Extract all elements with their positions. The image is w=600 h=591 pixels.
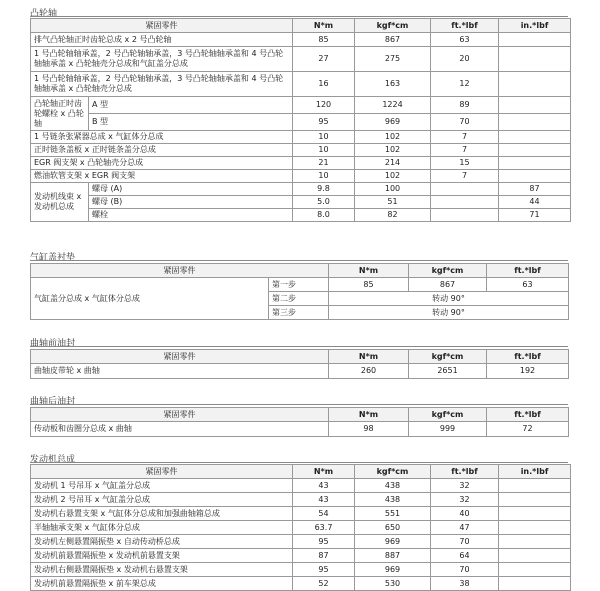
in-cell — [499, 72, 571, 97]
section-divider — [30, 16, 568, 17]
kgf-cell: 163 — [355, 72, 431, 97]
part-cell: 排气凸轮轴正时齿轮总成 x 2 号凸轮轴 — [31, 33, 293, 47]
table-row — [31, 364, 569, 379]
in-cell — [499, 563, 571, 577]
ft-cell: 47 — [431, 521, 499, 535]
kgf-cell: 650 — [355, 521, 431, 535]
section-title-engine: 发动机总成 — [30, 455, 76, 465]
part-cell: EGR 阀支架 x 凸轮轴壳分总成 — [31, 157, 293, 170]
kgf-cell: 100 — [355, 183, 431, 196]
ft-cell: 70 — [431, 114, 499, 131]
table-row — [31, 278, 569, 292]
header-nm: N*m — [329, 350, 409, 364]
section-title-camshaft: 凸轮轴 — [30, 9, 58, 19]
header-part: 紧固零件 — [31, 408, 329, 422]
header-ftlbf: ft.*lbf — [487, 350, 569, 364]
section-title-rear-seal: 曲轴后油封 — [30, 397, 76, 407]
table-row — [31, 170, 571, 183]
kgf-cell: 887 — [355, 549, 431, 563]
in-cell — [499, 535, 571, 549]
header-part: 紧固零件 — [31, 264, 329, 278]
ft-cell: 40 — [431, 507, 499, 521]
part-cell: 正时链条盖板 x 正时链条盖分总成 — [31, 144, 293, 157]
header-kgfcm: kgf*cm — [355, 465, 431, 479]
kgf-cell: 102 — [355, 170, 431, 183]
in-cell — [499, 97, 571, 114]
table-row — [31, 563, 571, 577]
header-ftlbf: ft.*lbf — [431, 465, 499, 479]
part-cell: 发动机右悬置支架 x 气缸体分总成和加强曲轴箱总成 — [31, 507, 293, 521]
sub-cell: 螺栓 — [89, 209, 293, 222]
kgf-cell: 275 — [355, 47, 431, 72]
nm-cell: 85 — [293, 33, 355, 47]
kgf-cell: 102 — [355, 144, 431, 157]
ft-cell — [431, 209, 499, 222]
table-header-row — [31, 264, 569, 278]
header-nm: N*m — [293, 19, 355, 33]
part-cell: 1 号凸轮轴轴承盖，2 号凸轮轴轴承盖，3 号凸轮轴轴承盖和 4 号凸轮轴轴承盖 x 凸轮轴壳分总成 — [31, 72, 293, 97]
ft-cell: 7 — [431, 170, 499, 183]
ft-cell: 72 — [487, 422, 569, 437]
part-cell: 1 号凸轮轴轴承盖，2 号凸轮轴轴承盖，3 号凸轮轴轴承盖和 4 号凸轮轴轴承盖 x 凸轮轴壳分总成和气缸盖分总成 — [31, 47, 293, 72]
part-cell: 发动机前悬置隔振垫 x 发动机前悬置支架 — [31, 549, 293, 563]
in-cell: 87 — [499, 183, 571, 196]
part-cell: 发动机左侧悬置隔振垫 x 自动传动桥总成 — [31, 535, 293, 549]
kgf-cell: 2651 — [409, 364, 487, 379]
ft-cell: 20 — [431, 47, 499, 72]
header-kgfcm: kgf*cm — [409, 264, 487, 278]
nm-cell: 27 — [293, 47, 355, 72]
header-nm: N*m — [329, 408, 409, 422]
kgf-cell: 969 — [355, 535, 431, 549]
part-cell: 传动板和齿圈分总成 x 曲轴 — [31, 422, 329, 437]
table-row — [31, 422, 569, 437]
part-cell: 发动机前悬置隔振垫 x 前车架总成 — [31, 577, 293, 591]
nm-cell: 10 — [293, 144, 355, 157]
header-part: 紧固零件 — [31, 350, 329, 364]
kgf-cell: 551 — [355, 507, 431, 521]
group-label-cell: 凸轮轴正时齿轮螺栓 x 凸轮轴 — [31, 97, 89, 131]
table-row — [31, 577, 571, 591]
table-row — [31, 114, 571, 131]
nm-cell: 98 — [329, 422, 409, 437]
table-row — [31, 97, 571, 114]
header-kgfcm: kgf*cm — [355, 19, 431, 33]
nm-cell: 5.0 — [293, 196, 355, 209]
nm-cell: 87 — [293, 549, 355, 563]
ft-cell: 32 — [431, 479, 499, 493]
ft-cell: 15 — [431, 157, 499, 170]
front-seal-torque-table — [30, 349, 569, 379]
ft-cell — [431, 183, 499, 196]
sub-cell: 螺母 (A) — [89, 183, 293, 196]
nm-cell: 63.7 — [293, 521, 355, 535]
ft-cell: 63 — [487, 278, 569, 292]
section-title-front-seal: 曲轴前油封 — [30, 339, 76, 349]
in-cell — [499, 479, 571, 493]
sub-cell: 螺母 (B) — [89, 196, 293, 209]
kgf-cell: 82 — [355, 209, 431, 222]
header-nm: N*m — [293, 465, 355, 479]
header-part: 紧固零件 — [31, 465, 293, 479]
sub-cell: B 型 — [89, 114, 293, 131]
header-part: 紧固零件 — [31, 19, 293, 33]
part-cell: 1 号链条张紧器总成 x 气缸体分总成 — [31, 131, 293, 144]
in-cell — [499, 549, 571, 563]
kgf-cell: 214 — [355, 157, 431, 170]
kgf-cell: 867 — [409, 278, 487, 292]
table-header-row — [31, 350, 569, 364]
table-row — [31, 33, 571, 47]
header-kgfcm: kgf*cm — [409, 350, 487, 364]
sub-cell: A 型 — [89, 97, 293, 114]
table-row — [31, 521, 571, 535]
header-inlbf: in.*lbf — [499, 19, 571, 33]
table-row — [31, 535, 571, 549]
nm-cell: 43 — [293, 493, 355, 507]
ft-cell: 64 — [431, 549, 499, 563]
header-kgfcm: kgf*cm — [409, 408, 487, 422]
ft-cell: 32 — [431, 493, 499, 507]
nm-cell: 16 — [293, 72, 355, 97]
nm-cell: 10 — [293, 170, 355, 183]
ft-cell: 70 — [431, 563, 499, 577]
header-ftlbf: ft.*lbf — [431, 19, 499, 33]
kgf-cell: 438 — [355, 479, 431, 493]
ft-cell — [431, 196, 499, 209]
step-cell: 第一步 — [269, 278, 329, 292]
table-row — [31, 131, 571, 144]
header-nm: N*m — [329, 264, 409, 278]
nm-cell: 260 — [329, 364, 409, 379]
nm-cell: 54 — [293, 507, 355, 521]
in-cell — [499, 493, 571, 507]
kgf-cell: 969 — [355, 563, 431, 577]
ft-cell: 7 — [431, 144, 499, 157]
part-cell: 发动机 2 号吊耳 x 气缸盖分总成 — [31, 493, 293, 507]
table-header-row — [31, 408, 569, 422]
table-row — [31, 479, 571, 493]
header-inlbf: in.*lbf — [499, 465, 571, 479]
rear-seal-torque-table — [30, 407, 569, 437]
nm-cell: 10 — [293, 131, 355, 144]
table-row — [31, 196, 571, 209]
section-divider — [30, 462, 568, 463]
in-cell — [499, 131, 571, 144]
group-label-cell: 发动机线束 x 发动机总成 — [31, 183, 89, 222]
nm-cell: 9.8 — [293, 183, 355, 196]
part-cell: 发动机 1 号吊耳 x 气缸盖分总成 — [31, 479, 293, 493]
in-cell — [499, 507, 571, 521]
in-cell — [499, 521, 571, 535]
engine-torque-table — [30, 464, 571, 591]
nm-cell: 8.0 — [293, 209, 355, 222]
gasket-torque-table — [30, 263, 569, 320]
kgf-cell: 438 — [355, 493, 431, 507]
table-row — [31, 157, 571, 170]
section-divider — [30, 260, 568, 261]
merged-value-cell: 转动 90° — [329, 292, 569, 306]
ft-cell: 7 — [431, 131, 499, 144]
table-row — [31, 72, 571, 97]
ft-cell: 38 — [431, 577, 499, 591]
nm-cell: 43 — [293, 479, 355, 493]
table-header-row — [31, 19, 571, 33]
table-row — [31, 47, 571, 72]
nm-cell: 95 — [293, 535, 355, 549]
kgf-cell: 999 — [409, 422, 487, 437]
part-cell: 气缸盖分总成 x 气缸体分总成 — [31, 278, 269, 320]
step-cell: 第二步 — [269, 292, 329, 306]
ft-cell: 192 — [487, 364, 569, 379]
kgf-cell: 530 — [355, 577, 431, 591]
table-row — [31, 549, 571, 563]
in-cell — [499, 144, 571, 157]
in-cell — [499, 577, 571, 591]
nm-cell: 52 — [293, 577, 355, 591]
part-cell: 燃油软管支架 x EGR 阀支架 — [31, 170, 293, 183]
ft-cell: 70 — [431, 535, 499, 549]
header-ftlbf: ft.*lbf — [487, 264, 569, 278]
ft-cell: 89 — [431, 97, 499, 114]
kgf-cell: 867 — [355, 33, 431, 47]
table-row — [31, 144, 571, 157]
table-row — [31, 209, 571, 222]
table-header-row — [31, 465, 571, 479]
camshaft-torque-table — [30, 18, 571, 222]
section-divider — [30, 404, 568, 405]
kgf-cell: 51 — [355, 196, 431, 209]
part-cell: 发动机右侧悬置隔振垫 x 发动机右悬置支架 — [31, 563, 293, 577]
merged-value-cell: 转动 90° — [329, 306, 569, 320]
nm-cell: 95 — [293, 114, 355, 131]
in-cell — [499, 33, 571, 47]
ft-cell: 12 — [431, 72, 499, 97]
nm-cell: 120 — [293, 97, 355, 114]
in-cell — [499, 170, 571, 183]
in-cell — [499, 157, 571, 170]
header-ftlbf: ft.*lbf — [487, 408, 569, 422]
kgf-cell: 1224 — [355, 97, 431, 114]
part-cell: 曲轴皮带轮 x 曲轴 — [31, 364, 329, 379]
nm-cell: 85 — [329, 278, 409, 292]
in-cell — [499, 47, 571, 72]
part-cell: 半轴轴承支架 x 气缸体分总成 — [31, 521, 293, 535]
in-cell — [499, 114, 571, 131]
nm-cell: 21 — [293, 157, 355, 170]
kgf-cell: 102 — [355, 131, 431, 144]
in-cell: 44 — [499, 196, 571, 209]
table-row — [31, 507, 571, 521]
in-cell: 71 — [499, 209, 571, 222]
section-divider — [30, 346, 568, 347]
section-title-gasket: 气缸盖衬垫 — [30, 253, 76, 263]
ft-cell: 63 — [431, 33, 499, 47]
step-cell: 第三步 — [269, 306, 329, 320]
table-row — [31, 183, 571, 196]
nm-cell: 95 — [293, 563, 355, 577]
kgf-cell: 969 — [355, 114, 431, 131]
table-row — [31, 493, 571, 507]
